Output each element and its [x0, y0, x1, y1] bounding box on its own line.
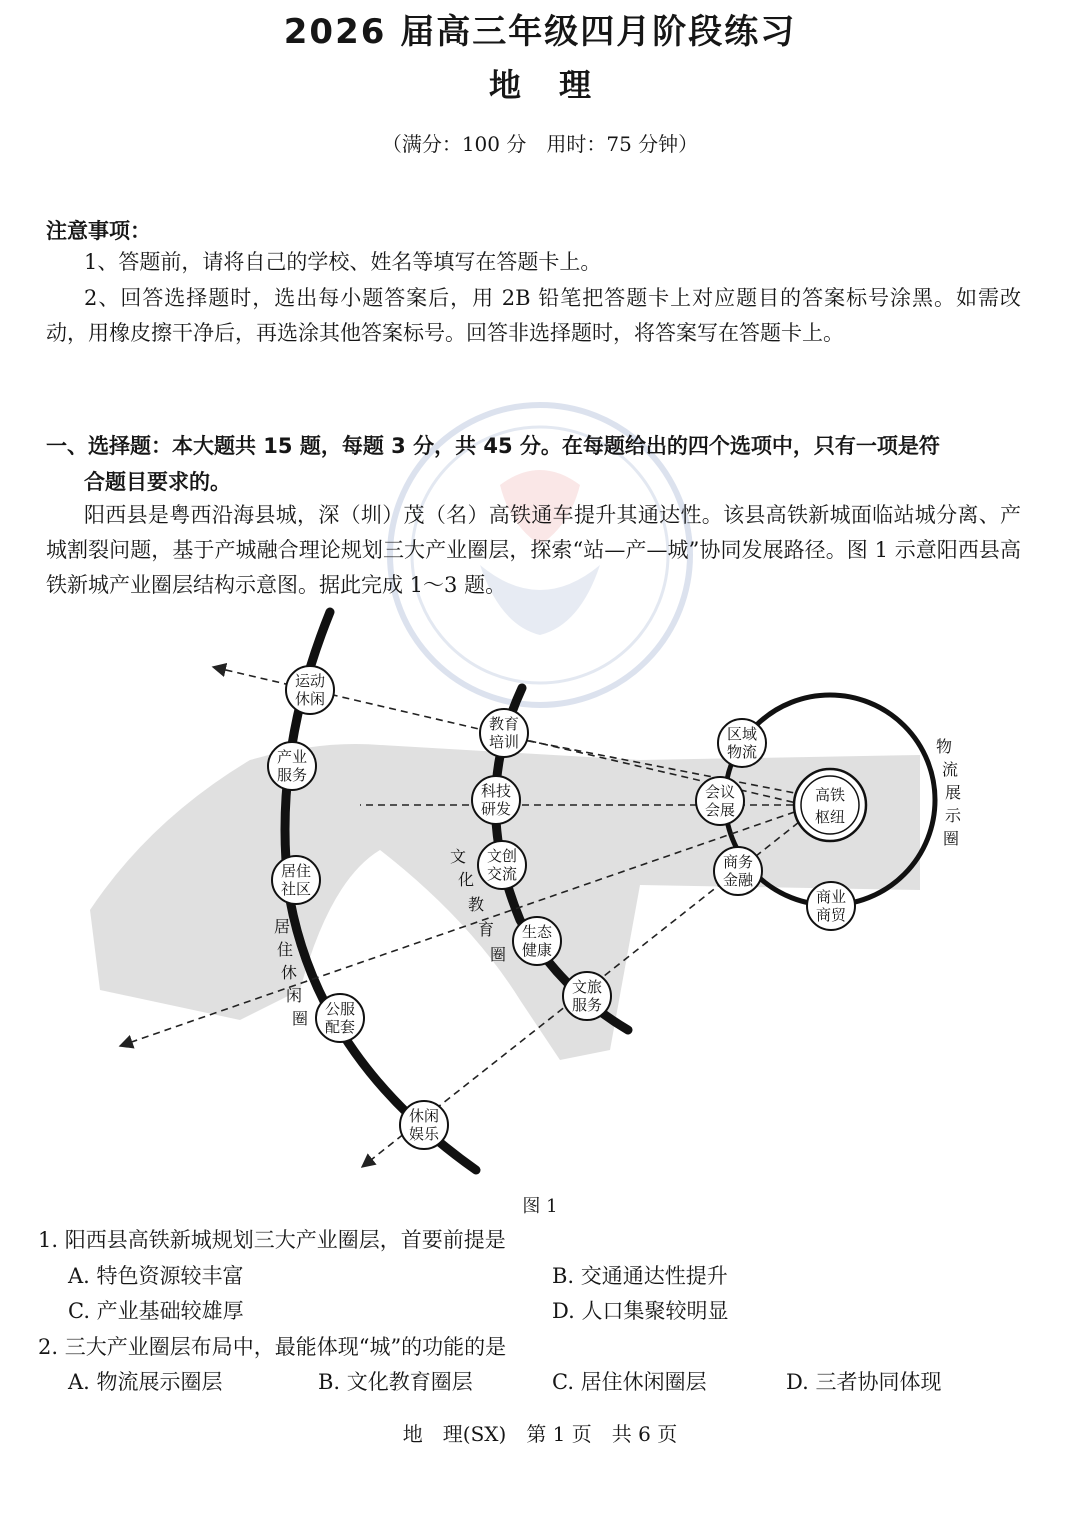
node-business-finance-2: 金融 [722, 871, 754, 889]
node-public-service-2: 配套 [324, 1018, 356, 1036]
question-1-option-c: C. 产业基础较雄厚 [68, 1299, 244, 1323]
node-education-2: 培训 [488, 733, 520, 751]
node-regional-logistics-2: 物流 [726, 743, 758, 761]
question-1-option-d: D. 人口集聚较明显 [552, 1299, 729, 1323]
culture-ring-label-2: 化 [457, 870, 475, 889]
culture-ring-label-4: 育 [477, 920, 495, 939]
section-heading-line1: 一、选择题：本大题共 15 题，每题 3 分，共 45 分。在每题给出的四个选项中，只有一项是符 [46, 434, 940, 458]
culture-ring-label-1: 文 [449, 847, 467, 866]
node-sports-1: 运动 [294, 672, 326, 690]
question-stem: 阳西县是粤西沿海县城，深（圳）茂（名）高铁通车提升其通达性。该县高铁新城面临站城分离、产城割裂问题，基于产城融合理论规划三大产业圈层，探索“站—产—城”协同发展路径。图 1 示意阳西县高铁新城产业圈层结构示意图。据此完成 1～3 题。 [46, 503, 1021, 597]
question-2-option-a: A. 物流展示圈层 [68, 1370, 223, 1394]
culture-ring-label-5: 圈 [489, 945, 507, 964]
notice-item-1: 1、答题前，请将自己的学校、姓名等填写在答题卡上。 [84, 250, 602, 274]
node-leisure-1: 休闲 [408, 1107, 440, 1125]
node-residential-community-2: 社区 [280, 880, 312, 898]
node-residential-community-1: 居住 [280, 862, 312, 880]
node-tech-2: 研发 [480, 800, 512, 818]
node-commerce-1: 商业 [815, 888, 847, 906]
hub-label-1: 高铁 [814, 786, 846, 804]
node-eco-health-2: 健康 [521, 941, 553, 959]
node-education-1: 教育 [488, 715, 520, 733]
question-2-option-c: C. 居住休闲圈层 [552, 1370, 707, 1394]
hub-label-2: 枢纽 [814, 808, 846, 826]
figure-1-diagram [0, 600, 1080, 1200]
node-cultural-tourism-1: 文旅 [571, 978, 603, 996]
node-culture-exchange-1: 文创 [486, 847, 518, 865]
notice-item-2: 2、回答选择题时，选出每小题答案后，用 2B 铅笔把答题卡上对应题目的答案标号涂黑。如需改动，用橡皮擦干净后，再选涂其他答案标号。回答非选择题时，将答案写在答题卡上。 [46, 286, 1021, 345]
node-public-service-1: 公服 [324, 1000, 356, 1018]
figure-caption: 图 1 [522, 1196, 558, 1217]
residential-ring-label-5: 圈 [291, 1009, 309, 1028]
residential-ring-label-3: 休 [280, 963, 298, 982]
node-cultural-tourism-2: 服务 [571, 996, 603, 1014]
section-heading-line2: 合题目要求的。 [84, 470, 231, 494]
question-1-stem: 1. 阳西县高铁新城规划三大产业圈层，首要前提是 [38, 1228, 506, 1252]
logistics-ring-label-3: 展 [944, 783, 962, 802]
page-footer: 地 理(SX) 第 1 页 共 6 页 [402, 1422, 678, 1446]
node-leisure-2: 娱乐 [408, 1125, 440, 1143]
question-1-option-a: A. 特色资源较丰富 [68, 1264, 244, 1288]
culture-ring-label-3: 教 [467, 895, 485, 914]
residential-ring-label-2: 住 [276, 940, 294, 959]
node-regional-logistics-1: 区域 [726, 725, 758, 743]
node-conference-2: 会展 [704, 801, 736, 819]
exam-meta: （满分：100 分 用时：75 分钟） [381, 132, 699, 156]
section-heading [46, 428, 1031, 500]
question-2-option-b: B. 文化教育圈层 [318, 1370, 473, 1394]
node-conference-1: 会议 [704, 783, 736, 801]
question-2-option-d: D. 三者协同体现 [786, 1370, 942, 1394]
node-culture-exchange-2: 交流 [486, 865, 518, 883]
question-1-option-b: B. 交通通达性提升 [552, 1264, 728, 1288]
node-industry-service-1: 产业 [276, 748, 308, 766]
exam-title: 2026 届高三年级四月阶段练习 [283, 12, 797, 52]
subject-title: 地理 [488, 66, 629, 104]
node-business-finance-1: 商务 [722, 853, 754, 871]
hub-node [794, 769, 866, 841]
node-sports-2: 休闲 [294, 690, 326, 708]
logistics-ring-label-4: 示 [944, 806, 962, 825]
residential-ring-label-1: 居 [273, 917, 291, 936]
node-tech-1: 科技 [480, 782, 512, 800]
notice-heading: 注意事项： [46, 219, 151, 243]
node-eco-health-1: 生态 [521, 923, 553, 941]
node-commerce-2: 商贸 [815, 906, 847, 924]
logistics-ring-label-1: 物 [935, 737, 953, 756]
residential-ring-label-4: 闲 [285, 986, 303, 1005]
logistics-ring-label-2: 流 [941, 760, 959, 779]
logistics-ring-label-5: 圈 [942, 829, 960, 848]
node-industry-service-2: 服务 [276, 766, 308, 784]
question-2-stem: 2. 三大产业圈层布局中，最能体现“城”的功能的是 [38, 1335, 507, 1359]
